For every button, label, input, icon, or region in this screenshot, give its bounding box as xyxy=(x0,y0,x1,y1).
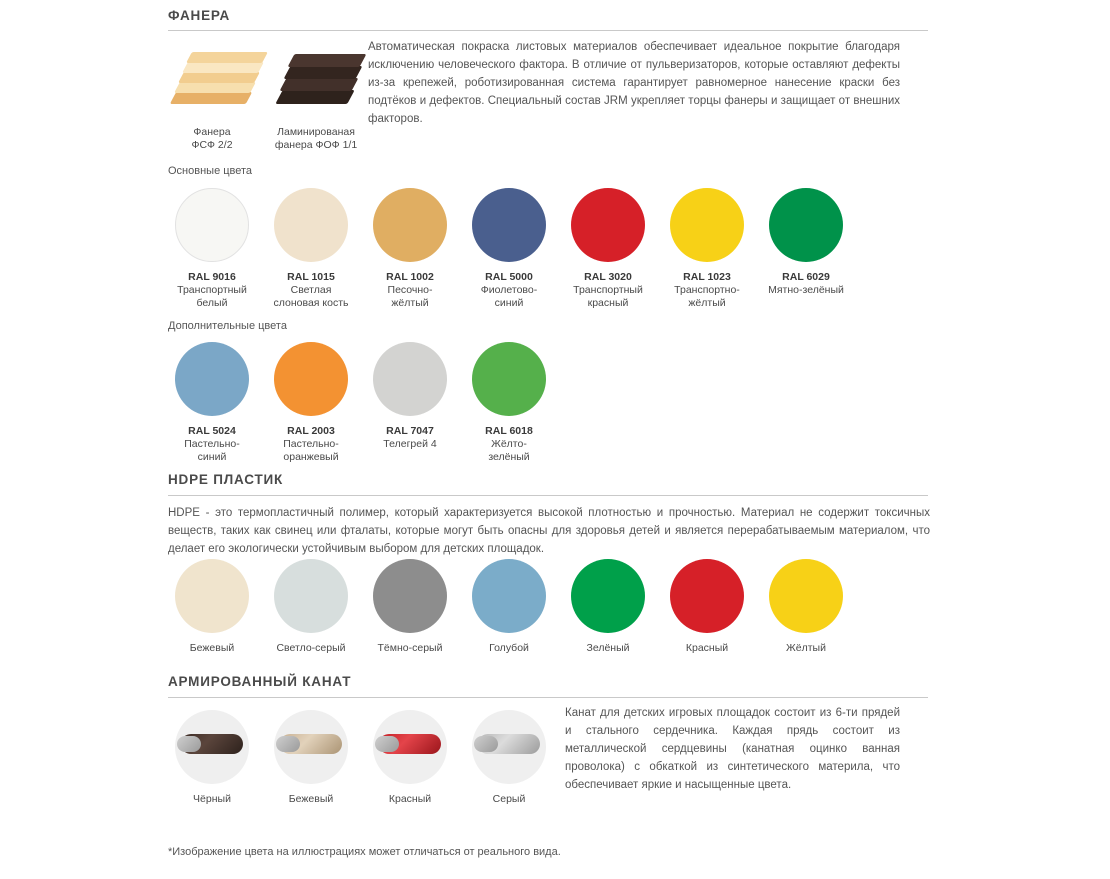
swatch-circle-ral-5000 xyxy=(472,188,546,262)
swatch-name-line1: Пастельно- xyxy=(184,438,240,450)
swatch-label xyxy=(459,642,559,655)
color-swatch xyxy=(756,188,856,297)
section-title-rope: АРМИРОВАННЫЙ КАНАТ xyxy=(168,674,352,689)
rope-swatch xyxy=(261,710,361,805)
swatch-circle-hdpe-yellow xyxy=(769,559,843,633)
color-swatch xyxy=(459,342,559,464)
swatch-label xyxy=(360,271,460,310)
section-header-hdpe xyxy=(168,472,928,493)
rope-swatch xyxy=(459,710,559,805)
rope-label: Бежевый xyxy=(288,793,334,805)
swatch-name: Зелёный xyxy=(586,642,630,654)
section-title-plywood: ФАНЕРА xyxy=(168,8,231,23)
color-swatch xyxy=(558,188,658,310)
swatch-circle-ral-6029 xyxy=(769,188,843,262)
hdpe-description: HDPE - это термопластичный полимер, который характеризуется высокой плотностью и прочностью. Материал не содержит токсичных веществ, таких как свинец или фталаты, которые могут быть опасны для здоровья детей и является перерабатываемым материалом, что делает его экологически устойчивым выбором для детских площадок. xyxy=(168,507,930,555)
swatch-name-line1: Песочно- xyxy=(387,284,433,296)
swatch-name-line2: оранжевый xyxy=(283,451,339,463)
swatch-name-line1: Транспортный xyxy=(573,284,643,296)
swatch-name: Красный xyxy=(685,642,729,654)
color-swatch xyxy=(657,188,757,310)
swatch-name-line1: Фиолетово- xyxy=(480,284,538,296)
swatch-code: RAL 6018 xyxy=(485,425,533,437)
hdpe-swatch xyxy=(162,559,262,655)
swatch-label xyxy=(459,425,559,464)
color-swatch xyxy=(360,188,460,310)
rope-label: Красный xyxy=(388,793,432,805)
swatch-label xyxy=(360,642,460,655)
plywood-caption-line1: Фанера xyxy=(193,126,231,138)
swatch-label xyxy=(657,271,757,310)
hdpe-swatch xyxy=(261,559,361,655)
swatch-circle-hdpe-red xyxy=(670,559,744,633)
hdpe-swatch xyxy=(459,559,559,655)
color-swatch xyxy=(261,188,361,310)
swatch-label xyxy=(459,271,559,310)
swatch-name-line2: жёлтый xyxy=(688,297,726,309)
swatch-circle-ral-7047 xyxy=(373,342,447,416)
swatch-code: RAL 7047 xyxy=(386,425,434,437)
swatch-label xyxy=(162,425,262,464)
swatch-circle-ral-5024 xyxy=(175,342,249,416)
rope-swatch xyxy=(360,710,460,805)
plywood-caption-line2: ФСФ 2/2 xyxy=(191,139,233,151)
swatch-label xyxy=(558,271,658,310)
swatch-label xyxy=(360,425,460,451)
section-header-plywood xyxy=(168,8,928,29)
hdpe-swatch xyxy=(657,559,757,655)
color-swatch xyxy=(162,188,262,310)
swatch-code: RAL 1015 xyxy=(287,271,335,283)
swatch-code: RAL 2003 xyxy=(287,425,335,437)
plywood-fsf-icon xyxy=(167,46,257,118)
swatch-circle-ral-2003 xyxy=(274,342,348,416)
swatch-name-line2: слоновая кость xyxy=(273,297,349,309)
divider-hdpe xyxy=(168,495,928,496)
swatch-circle-ral-1023 xyxy=(670,188,744,262)
swatch-name-line1: Телегрей 4 xyxy=(383,438,437,450)
swatch-circle-ral-3020 xyxy=(571,188,645,262)
swatch-circle-ral-6018 xyxy=(472,342,546,416)
plywood-fof-icon xyxy=(271,46,361,118)
footnote: *Изображение цвета на иллюстрациях может отличаться от реального вида. xyxy=(168,846,561,858)
swatch-label xyxy=(558,642,658,655)
swatch-label xyxy=(756,642,856,655)
label-primary-colors: Основные цвета xyxy=(168,165,253,177)
swatch-code: RAL 1002 xyxy=(386,271,434,283)
rope-icon-gray xyxy=(472,710,546,784)
swatch-name-line2: красный xyxy=(587,297,629,309)
plywood-sample-caption xyxy=(158,126,266,152)
plywood-caption-line1: Ламинированая xyxy=(277,126,355,138)
swatch-code: RAL 5000 xyxy=(485,271,533,283)
swatch-name-line1: Пастельно- xyxy=(283,438,339,450)
swatch-circle-hdpe-dark-gray xyxy=(373,559,447,633)
swatch-name: Тёмно-серый xyxy=(377,642,443,654)
rope-icon-black xyxy=(175,710,249,784)
plywood-description: Автоматическая покраска листовых материалов обеспечивает идеальное покрытие благодаря исключению человеческого фактора. В отличие от пульверизаторов, которые оставляют дефекты из-за крепежей, роботизированная система гарантирует равномерное нанесение краски без подтёков и дефектов. Специальный состав JRM укрепляет торцы фанеры и защищает от внешних факторов. xyxy=(368,41,900,125)
swatch-circle-hdpe-green xyxy=(571,559,645,633)
swatch-code: RAL 5024 xyxy=(188,425,236,437)
swatch-name-line1: Транспортно- xyxy=(674,284,740,296)
rope-icon-beige xyxy=(274,710,348,784)
swatch-code: RAL 3020 xyxy=(584,271,632,283)
plywood-sample-caption xyxy=(262,126,370,152)
swatch-name-line1: Светлая xyxy=(290,284,332,296)
swatch-circle-ral-1002 xyxy=(373,188,447,262)
swatch-code: RAL 9016 xyxy=(188,271,236,283)
swatch-code: RAL 1023 xyxy=(683,271,731,283)
plywood-caption-line2: фанера ФОФ 1/1 xyxy=(274,139,358,151)
swatch-name-line2: белый xyxy=(196,297,228,309)
swatch-circle-ral-1015 xyxy=(274,188,348,262)
swatch-name-line1: Транспортный xyxy=(177,284,247,296)
swatch-label xyxy=(162,271,262,310)
color-swatch xyxy=(162,342,262,464)
swatch-code: RAL 6029 xyxy=(782,271,830,283)
rope-swatch xyxy=(162,710,262,805)
hdpe-swatch xyxy=(360,559,460,655)
color-swatch xyxy=(360,342,460,451)
label-secondary-colors: Дополнительные цвета xyxy=(168,320,287,332)
divider-plywood xyxy=(168,30,928,31)
swatch-name: Бежевый xyxy=(189,642,235,654)
swatch-name: Жёлтый xyxy=(786,642,826,654)
color-swatch xyxy=(459,188,559,310)
swatch-name-line2: синий xyxy=(197,451,227,463)
plywood-sample xyxy=(158,46,266,152)
rope-label: Серый xyxy=(492,793,526,805)
swatch-label xyxy=(657,642,757,655)
swatch-circle-hdpe-blue xyxy=(472,559,546,633)
swatch-label xyxy=(162,642,262,655)
swatch-name-line2: зелёный xyxy=(488,451,530,463)
divider-rope xyxy=(168,697,928,698)
hdpe-swatch xyxy=(558,559,658,655)
rope-icon-red xyxy=(373,710,447,784)
swatch-name: Голубой xyxy=(489,642,529,654)
swatch-name-line2: синий xyxy=(494,297,524,309)
swatch-label xyxy=(261,425,361,464)
swatch-circle-hdpe-beige xyxy=(175,559,249,633)
swatch-name-line2: жёлтый xyxy=(391,297,429,309)
swatch-label xyxy=(756,271,856,297)
swatch-name-line1: Жёлто- xyxy=(491,438,527,450)
swatch-name-line1: Мятно-зелёный xyxy=(768,284,844,296)
rope-description: Канат для детских игровых площадок состоит из 6-ти прядей и стального сердечника. Каждая прядь состоит из металлической сердцевины (канатная оцинко ванная проволока) с обкаткой из синтетического материла, что обеспечивает яркие и насыщенные цвета. xyxy=(565,707,900,791)
swatch-circle-hdpe-light-gray xyxy=(274,559,348,633)
hdpe-swatch xyxy=(756,559,856,655)
swatch-label xyxy=(261,642,361,655)
color-swatch xyxy=(261,342,361,464)
swatch-name: Светло-серый xyxy=(276,642,346,654)
swatch-label xyxy=(261,271,361,310)
rope-label: Чёрный xyxy=(193,793,231,805)
section-header-rope xyxy=(168,674,928,695)
section-title-hdpe: HDPE ПЛАСТИК xyxy=(168,472,284,487)
plywood-sample xyxy=(262,46,370,152)
swatch-circle-ral-9016 xyxy=(175,188,249,262)
